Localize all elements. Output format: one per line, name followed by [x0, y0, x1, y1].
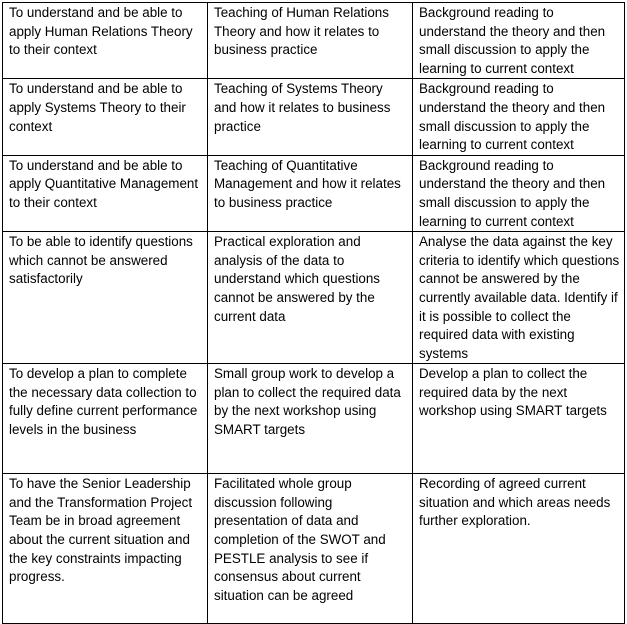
objective-cell: To understand and be able to apply Quantitative Management to their context	[3, 155, 208, 231]
activity-cell: Teaching of Human Relations Theory and how it relates to business practice	[208, 3, 413, 79]
table-row	[3, 364, 625, 474]
objective-cell: To be able to identify questions which cannot be answered satisfactorily	[3, 232, 208, 364]
activity-cell: Small group work to develop a plan to collect the required data by the next workshop using SMART targets	[208, 364, 413, 474]
outcome-cell: Background reading to understand the theory and then small discussion to apply the learning to current context	[413, 3, 625, 79]
activity-cell: Facilitated whole group discussion following presentation of data and completion of the SWOT and PESTLE analysis to see if consensus about current situation can be agreed	[208, 474, 413, 624]
activity-cell: Practical exploration and analysis of the data to understand which questions cannot be answered by the current data	[208, 232, 413, 364]
outcome-cell: Develop a plan to collect the required data by the next workshop using SMART targets	[413, 364, 625, 474]
objective-cell: To understand and be able to apply Human Relations Theory to their context	[3, 3, 208, 79]
workshop-plan-table	[2, 2, 625, 624]
table-row	[3, 474, 625, 624]
objective-cell: To have the Senior Leadership and the Transformation Project Team be in broad agreement about the current situation and the key constraints impacting progress.	[3, 474, 208, 624]
outcome-cell: Recording of agreed current situation and which areas needs further exploration.	[413, 474, 625, 624]
objective-cell: To understand and be able to apply Systems Theory to their context	[3, 79, 208, 155]
table-row	[3, 155, 625, 231]
activity-cell: Teaching of Systems Theory and how it relates to business practice	[208, 79, 413, 155]
table-row	[3, 79, 625, 155]
table-row	[3, 232, 625, 364]
outcome-cell: Analyse the data against the key criteria to identify which questions cannot be answered by the currently available data. Identify if it is possible to collect the required data with existing systems	[413, 232, 625, 364]
objective-cell: To develop a plan to complete the necessary data collection to fully define current performance levels in the business	[3, 364, 208, 474]
outcome-cell: Background reading to understand the theory and then small discussion to apply the learning to current context	[413, 155, 625, 231]
table-row	[3, 3, 625, 79]
activity-cell: Teaching of Quantitative Management and how it relates to business practice	[208, 155, 413, 231]
outcome-cell: Background reading to understand the theory and then small discussion to apply the learning to current context	[413, 79, 625, 155]
